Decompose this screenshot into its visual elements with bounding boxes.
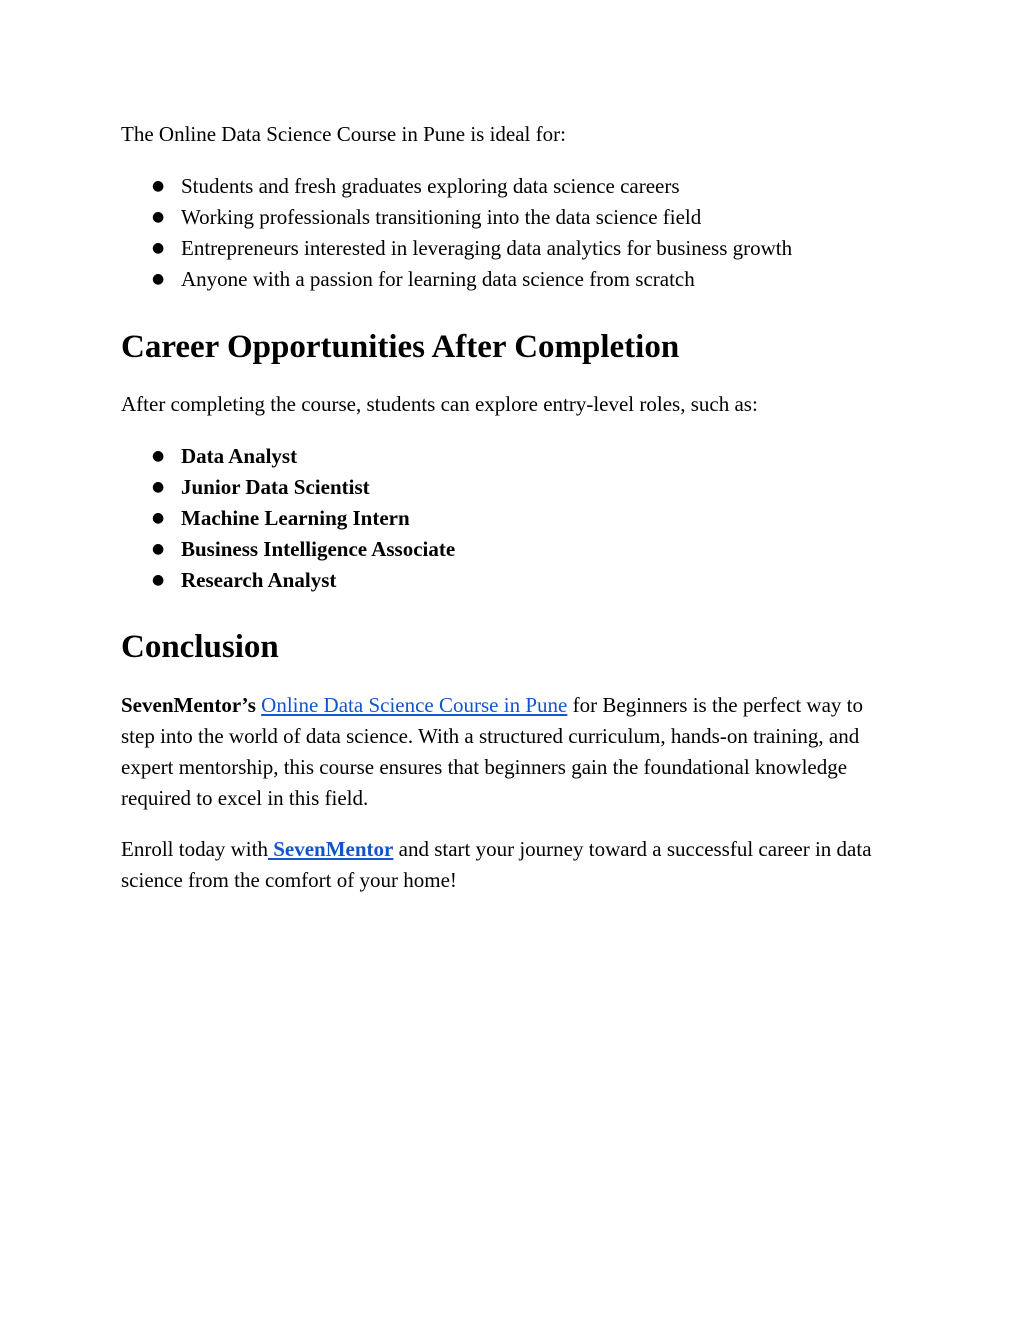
enroll-prefix: Enroll today with (121, 837, 268, 861)
role-item (121, 472, 901, 503)
audience-list (121, 171, 901, 295)
role-item-text: Junior Data Scientist (181, 475, 370, 499)
bullet-icon: ● (152, 178, 165, 194)
course-link[interactable]: Online Data Science Course in Pune (261, 693, 568, 717)
bullet-icon: ● (152, 209, 165, 225)
list-item-text: Entrepreneurs interested in leveraging data analytics for business growth (181, 236, 793, 260)
bullet-icon: ● (152, 448, 165, 464)
bullet-icon: ● (152, 240, 165, 256)
bullet-icon: ● (152, 271, 165, 287)
conclusion-paragraph (121, 690, 901, 814)
list-item (121, 233, 901, 264)
role-item-text: Machine Learning Intern (181, 506, 410, 530)
list-item-text: Anyone with a passion for learning data science from scratch (181, 267, 695, 291)
list-item-text: Students and fresh graduates exploring data science careers (181, 174, 680, 198)
bullet-icon: ● (152, 541, 165, 557)
conclusion-body: for Beginners is the perfect way to step into the world of data science. With a structured curriculum, hands-on training, and expert mentorship, this course ensures that beginners gain the foundational knowledge required to excel in this field. (121, 693, 863, 810)
role-item-text: Data Analyst (181, 444, 298, 468)
roles-list (121, 441, 901, 596)
bullet-icon: ● (152, 510, 165, 526)
enroll-suffix: and start your journey toward a successful career in data science from the comfort of your home! (121, 837, 872, 892)
sevenmentor-link[interactable]: SevenMentor (267, 837, 394, 861)
list-item (121, 202, 901, 233)
conclusion-heading: Conclusion (121, 629, 279, 665)
role-item (121, 441, 901, 472)
role-item (121, 565, 901, 596)
career-heading: Career Opportunities After Completion (121, 329, 680, 365)
intro-paragraph: The Online Data Science Course in Pune is ideal for: (121, 122, 566, 146)
role-item (121, 534, 901, 565)
list-item-text: Working professionals transitioning into the data science field (181, 205, 702, 229)
list-item (121, 264, 901, 295)
list-item (121, 171, 901, 202)
role-item-text: Research Analyst (181, 568, 337, 592)
career-intro-paragraph: After completing the course, students can explore entry-level roles, such as: (121, 392, 758, 416)
role-item (121, 503, 901, 534)
brand-name: SevenMentor’s (121, 693, 256, 717)
bullet-icon: ● (152, 479, 165, 495)
enroll-paragraph (121, 834, 901, 896)
bullet-icon: ● (152, 572, 165, 588)
role-item-text: Business Intelligence Associate (181, 537, 456, 561)
